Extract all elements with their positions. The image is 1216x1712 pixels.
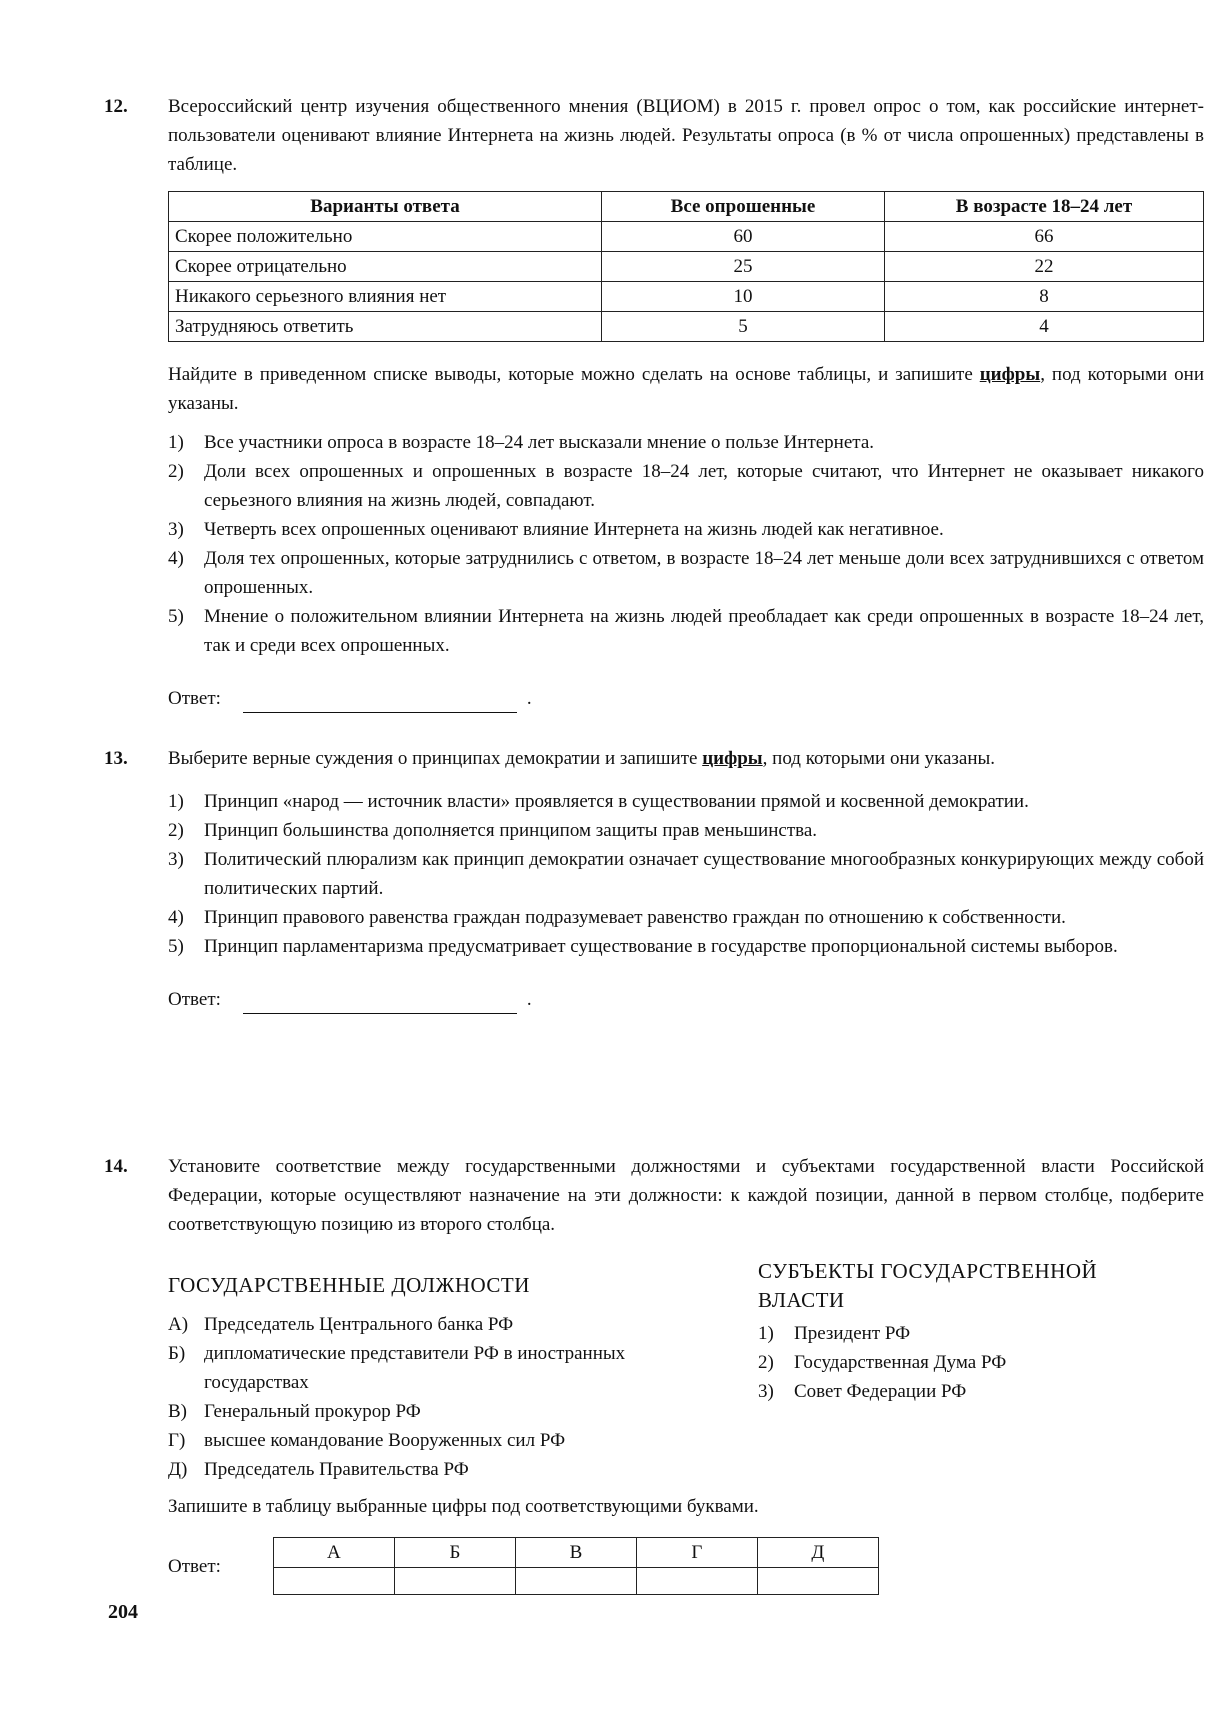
column-header: Варианты ответа <box>169 192 602 222</box>
task-12-instruction <box>168 360 1204 418</box>
answer-letter: Д <box>757 1538 878 1568</box>
answer-grid-inputs <box>273 1568 878 1595</box>
task-14-instruction: Запишите в таблицу выбранные цифры под соответствующими буквами. <box>168 1496 759 1517</box>
answer-grid-letters <box>273 1538 878 1568</box>
positions-column <box>168 1257 758 1484</box>
option-number: 1) <box>168 791 184 812</box>
table-row <box>169 252 1204 282</box>
answer-cell-v[interactable] <box>515 1568 636 1595</box>
table-cell: 66 <box>885 222 1204 252</box>
list-item <box>168 903 1204 932</box>
list-item <box>168 457 1204 515</box>
list-item <box>758 1319 1204 1348</box>
table-cell: Скорее отрицательно <box>169 252 602 282</box>
list-item <box>168 1455 758 1484</box>
keyword-digits: цифры <box>979 364 1041 385</box>
option-text: Принцип большинства дополняется принципом защиты прав меньшинства. <box>204 820 818 841</box>
table-cell: Скорее положительно <box>169 222 602 252</box>
table-cell: 8 <box>885 282 1204 312</box>
survey-table-header-row <box>169 192 1204 222</box>
table-cell: 22 <box>885 252 1204 282</box>
list-item <box>168 1397 758 1426</box>
option-text: Четверть всех опрошенных оценивают влияние Интернета на жизнь людей как негативное. <box>204 519 944 540</box>
item-letter: В) <box>168 1401 187 1422</box>
item-number: 2) <box>758 1352 774 1373</box>
positions-title: ГОСУДАРСТВЕННЫЕ ДОЛЖНОСТИ <box>168 1273 530 1297</box>
list-item <box>168 602 1204 660</box>
option-number: 2) <box>168 820 184 841</box>
item-text: Государственная Дума РФ <box>794 1352 1007 1373</box>
option-text: Доля тех опрошенных, которые затруднились с ответом, в возрасте 18–24 лет меньше доли всех затруднившихся с ответом опрошенных. <box>204 548 1204 598</box>
list-item <box>168 428 1204 457</box>
option-number: 2) <box>168 461 184 482</box>
option-text: Принцип «народ — источник власти» проявляется в существовании прямой и косвенной демократии. <box>204 791 1029 812</box>
option-number: 1) <box>168 432 184 453</box>
answer-blank[interactable] <box>243 690 517 713</box>
intro-text: , под которыми они указаны. <box>762 748 996 769</box>
option-number: 3) <box>168 519 184 540</box>
option-number: 5) <box>168 936 184 957</box>
answer-label: Ответ: <box>168 989 221 1010</box>
task-14-number: 14. <box>104 1156 128 1177</box>
table-row <box>169 282 1204 312</box>
list-item <box>168 544 1204 602</box>
item-letter: Д) <box>168 1459 188 1480</box>
task-12-options <box>168 428 1204 660</box>
answer-dot: . <box>526 989 532 1010</box>
option-number: 4) <box>168 907 184 928</box>
task-12-answer <box>168 684 1204 713</box>
task-14-intro: Установите соответствие между государственными должностями и субъектами государственной власти Российской Федерации, которые осуществляют назначение на эти должности: к каждой позиции, данной в первом столбце, подберите соответствующую позицию из второго столбца. <box>168 1156 1204 1235</box>
option-number: 5) <box>168 606 184 627</box>
intro-text: Выберите верные суждения о принципах демократии и запишите <box>168 748 698 769</box>
list-item <box>168 515 1204 544</box>
option-text: Политический плюрализм как принцип демократии означает существование многообразных конкурирующих между собой политических партий. <box>204 849 1204 899</box>
option-number: 4) <box>168 548 184 569</box>
task-13 <box>104 744 1204 1014</box>
task-12 <box>104 92 1204 713</box>
subjects-title: СУБЪЕКТЫ ГОСУДАРСТВЕННОЙ ВЛАСТИ <box>758 1259 1098 1312</box>
table-row <box>169 312 1204 342</box>
table-cell: 25 <box>602 252 885 282</box>
list-item <box>168 932 1204 961</box>
item-text: высшее командование Вооруженных сил РФ <box>204 1430 566 1451</box>
task-13-intro <box>168 744 1204 773</box>
answer-label: Ответ: <box>168 1555 221 1577</box>
column-header: В возрасте 18–24 лет <box>885 192 1204 222</box>
item-text: дипломатические представители РФ в иностранных государствах <box>204 1343 626 1393</box>
table-cell: 4 <box>885 312 1204 342</box>
option-text: Принцип правового равенства граждан подразумевает равенство граждан по отношению к собственности. <box>204 907 1066 928</box>
list-item <box>758 1377 1204 1406</box>
answer-letter: Г <box>636 1538 757 1568</box>
task-14 <box>104 1152 1204 1595</box>
subjects-list <box>758 1319 1204 1406</box>
list-item <box>168 1426 758 1455</box>
item-number: 1) <box>758 1323 774 1344</box>
answer-cell-g[interactable] <box>636 1568 757 1595</box>
item-number: 3) <box>758 1381 774 1402</box>
option-text: Мнение о положительном влиянии Интернета на жизнь людей преобладает как среди опрошенных в возрасте 18–24 лет, так и среди всех опрошенных. <box>204 606 1204 656</box>
task-14-answer <box>168 1537 1204 1595</box>
answer-label: Ответ: <box>168 688 221 709</box>
matching-columns <box>168 1257 1204 1484</box>
table-cell: 60 <box>602 222 885 252</box>
survey-table <box>168 191 1204 342</box>
task-13-options <box>168 787 1204 961</box>
task-12-number: 12. <box>104 96 128 117</box>
item-text: Президент РФ <box>794 1323 911 1344</box>
item-text: Совет Федерации РФ <box>794 1381 967 1402</box>
table-cell: 10 <box>602 282 885 312</box>
option-number: 3) <box>168 849 184 870</box>
answer-cell-b[interactable] <box>394 1568 515 1595</box>
option-text: Доли всех опрошенных и опрошенных в возрасте 18–24 лет, которые считают, что Интернет не оказывает никакого серьезного влияния на жизнь людей, совпадают. <box>204 461 1204 511</box>
answer-grid <box>273 1537 879 1595</box>
answer-cell-a[interactable] <box>273 1568 394 1595</box>
instruction-text: , под которыми они указаны. <box>168 364 1204 414</box>
list-item <box>168 1339 674 1397</box>
table-cell: Никакого серьезного влияния нет <box>169 282 602 312</box>
answer-dot: . <box>526 688 532 709</box>
answer-letter: Б <box>394 1538 515 1568</box>
page-number: 204 <box>108 1601 138 1623</box>
item-letter: Г) <box>168 1430 186 1451</box>
item-text: Председатель Правительства РФ <box>204 1459 469 1480</box>
positions-list <box>168 1310 758 1484</box>
option-text: Принцип парламентаризма предусматривает существование в государстве пропорциональной системы выборов. <box>204 936 1118 957</box>
answer-blank[interactable] <box>243 991 517 1014</box>
option-text: Все участники опроса в возрасте 18–24 лет высказали мнение о пользе Интернета. <box>204 432 875 453</box>
list-item <box>168 787 1204 816</box>
table-cell: 5 <box>602 312 885 342</box>
column-header: Все опрошенные <box>602 192 885 222</box>
keyword-digits: цифры <box>702 748 763 769</box>
answer-cell-d[interactable] <box>757 1568 878 1595</box>
table-cell: Затрудняюсь ответить <box>169 312 602 342</box>
list-item <box>168 1310 758 1339</box>
task-12-intro: Всероссийский центр изучения общественного мнения (ВЦИОМ) в 2015 г. провел опрос о том, как российские интернет-пользователи оценивают влияние Интернета на жизнь людей. Результаты опроса (в % от числа опрошенных) представлены в таблице. <box>168 96 1204 175</box>
list-item <box>758 1348 1204 1377</box>
answer-letter: А <box>273 1538 394 1568</box>
instruction-text: Найдите в приведенном списке выводы, которые можно сделать на основе таблицы, и запишите <box>168 364 973 385</box>
item-text: Генеральный прокурор РФ <box>204 1401 421 1422</box>
task-13-answer <box>168 985 1204 1014</box>
item-text: Председатель Центрального банка РФ <box>204 1314 514 1335</box>
list-item <box>168 845 1204 903</box>
list-item <box>168 816 1204 845</box>
subjects-column <box>758 1257 1204 1484</box>
item-letter: Б) <box>168 1343 186 1364</box>
item-letter: А) <box>168 1314 189 1335</box>
table-row <box>169 222 1204 252</box>
answer-letter: В <box>515 1538 636 1568</box>
task-13-number: 13. <box>104 748 128 769</box>
